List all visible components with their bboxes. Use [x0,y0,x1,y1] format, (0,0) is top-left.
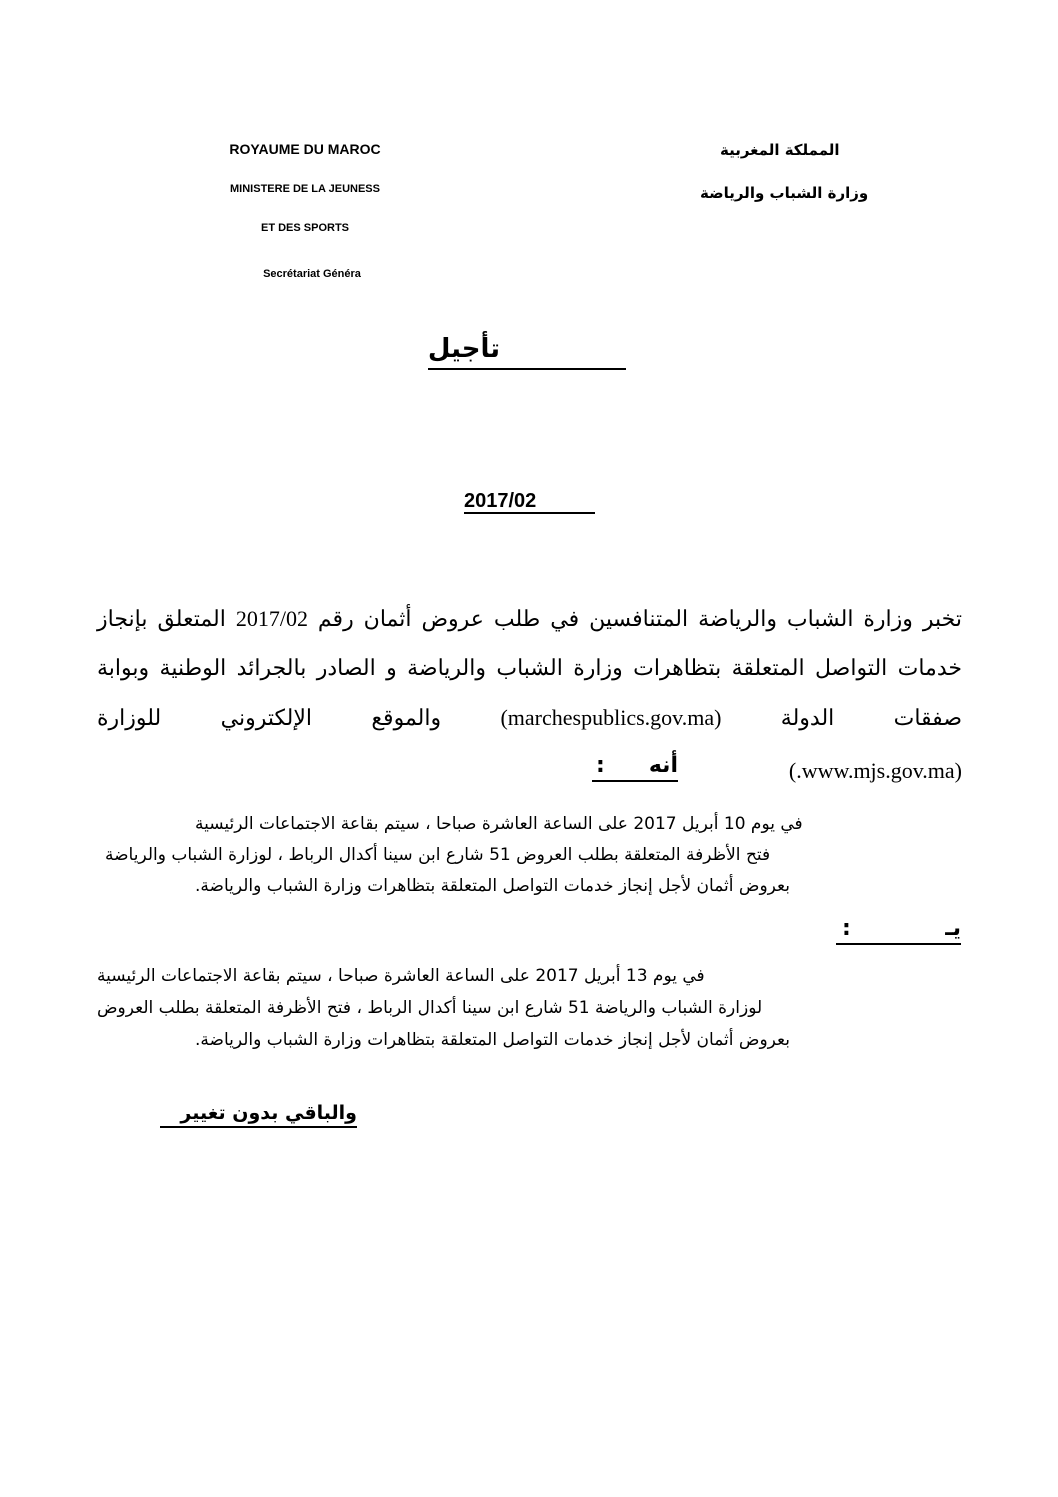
header-fr-ministry-line2: ET DES SPORTS [260,222,350,234]
anahu-heading [592,752,678,782]
body-line-4 [97,758,962,784]
header-ar-ministry: وزارة الشباب والرياضة [700,184,869,202]
body-line-1: تخبر وزارة الشباب والرياضة المتنافسين في طلب عروض أثمان رقم 2017/02 المتعلق بإنجاز [97,606,962,631]
old-date-line-1: في يوم 10 أبريل 2017 على الساعة العاشرة صباحا ، سيتم بقاعة الاجتماعات الرئيسية [195,814,803,834]
body-line-2: خدمات التواصل المتعلقة بتظاهرات وزارة الشباب والرياضة و الصادر بالجرائد الوطنية وبوابة [97,655,962,680]
header-fr-kingdom: ROYAUME DU MAROC [229,141,381,157]
anahu-word: أنه [648,753,678,778]
header-fr-secretariat: Secrétariat Généra [263,268,361,280]
closing-statement: والباقي بدون تغيير [160,1100,357,1128]
new-date-line-1: في يوم 13 أبريل 2017 على الساعة العاشرة صباحا ، سيتم بقاعة الاجتماعات الرئيسية [97,966,705,986]
old-date-line-3: بعروض أثمان لأجل إنجاز خدمات التواصل المتعلقة بتظاهرات وزارة الشباب والرياضة. [195,876,790,896]
old-date-line-2: فتح الأظرفة المتعلقة بطلب العروض 51 شارع ابن سينا أكدال الرباط ، لوزارة الشباب والرياضة [105,845,771,865]
yusbih-colon: : [842,916,851,941]
new-date-line-2: لوزارة الشباب والرياضة 51 شارع ابن سينا أكدال الرباط ، فتح الأظرفة المتعلقة بطلب العروض [97,998,763,1018]
yusbih-word: يـ [945,916,961,941]
header-fr-ministry-line1: MINISTERE DE LA JEUNESS [230,183,380,195]
body-line-3: صفقات الدولة (marchespublics.gov.ma) والموقع الإلكتروني للوزارة [97,705,962,730]
new-date-line-3: بعروض أثمان لأجل إنجاز خدمات التواصل المتعلقة بتظاهرات وزارة الشباب والرياضة. [195,1030,790,1050]
header-ar-kingdom: المملكة المغربية [720,141,840,159]
anahu-colon: : [596,753,605,778]
document-title: تأجيل [428,332,626,370]
website-url: (www.mjs.gov.ma.) [788,758,962,783]
yusbih-heading [836,915,961,945]
reference-number: 2017/02 [464,488,595,514]
